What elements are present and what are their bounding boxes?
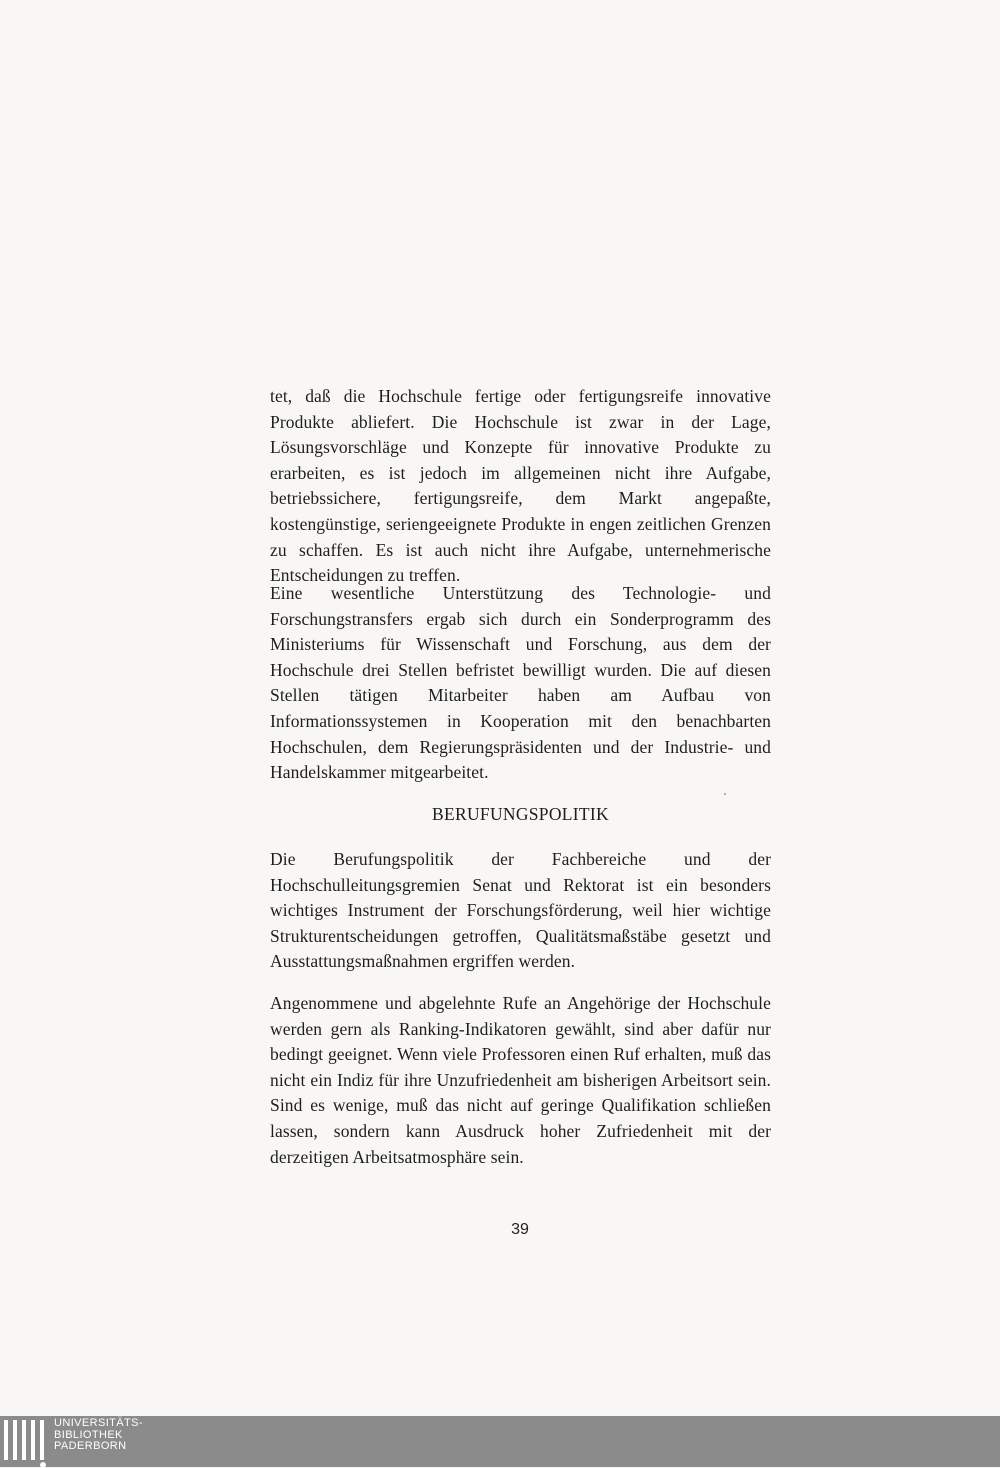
paragraph-berufungspolitik: Die Berufungspolitik der Fachbereiche und der Hochschulleitungsgremien Senat und Rektorat ist ein besonders wichtiges Instrument der Forschungsförderung, weil hier wichtige Strukturentscheidungen getroffen, Qualitätsmaßstäbe gesetzt und Ausstattungsmaßnahmen ergriffen werden. <box>270 849 771 972</box>
page-number: 39 <box>511 1221 529 1238</box>
logo-line-2: BIBLIOTHEK <box>54 1428 123 1441</box>
library-logo-text <box>54 1418 143 1453</box>
scan-speck <box>724 793 726 795</box>
paragraph-transfer-intro: tet, daß die Hochschule fertige oder fertigungsreife innovative Produkte abliefert. Die Hochschule ist zwar in der Lage, Lösungsvorschläge und Konzepte für innovative Produkte zu erarbeiten, es ist jedoch im allgemeinen nicht ihre Aufgabe, betriebssichere, fertigungsreife, dem Markt angepaßte, kostengünstige, seriengeeignete Produkte in engen zeitlichen Grenzen zu schaffen. Es ist auch nicht ihre Aufgabe, unternehmerische Entscheidungen zu treffen. <box>270 386 771 586</box>
logo-line-3: PADERBORN <box>54 1440 127 1452</box>
paragraph-rufe: Angenommene und abgelehnte Rufe an Angehörige der Hochschule werden gern als Ranking-Indikatoren gewählt, sind aber dafür nur bedingt geeignet. Wenn viele Professoren einen Ruf erhalten, muß das nicht ein Indiz für ihre Unzufriedenheit am bisherigen Arbeitsort sein. Sind es wenige, muß das nicht auf geringe Qualifikation schließen lassen, sondern kann Ausdruck hoher Zufriedenheit mit der derzeitigen Arbeitsatmosphäre sein. <box>270 993 771 1167</box>
library-logo-icon <box>4 1420 48 1467</box>
paragraph-sonderprogramm: Eine wesentliche Unterstützung des Technologie- und Forschungstransfers ergab sich durch ein Sonderprogramm des Ministeriums für Wissenschaft und Forschung, aus dem der Hochschule drei Stellen befristet bewilligt wurden. Die auf diesen Stellen tätigen Mitarbeiter haben am Aufbau von Informationssystemen in Kooperation mit den benachbarten Hochschulen, dem Regierungspräsidenten und der Industrie- und Handelskammer mitgearbeitet. <box>270 583 771 783</box>
section-heading: BERUFUNGSPOLITIK <box>432 804 609 824</box>
logo-line-1: UNIVERSITÄTS- <box>54 1417 143 1429</box>
library-footer-bar <box>0 1416 1000 1467</box>
